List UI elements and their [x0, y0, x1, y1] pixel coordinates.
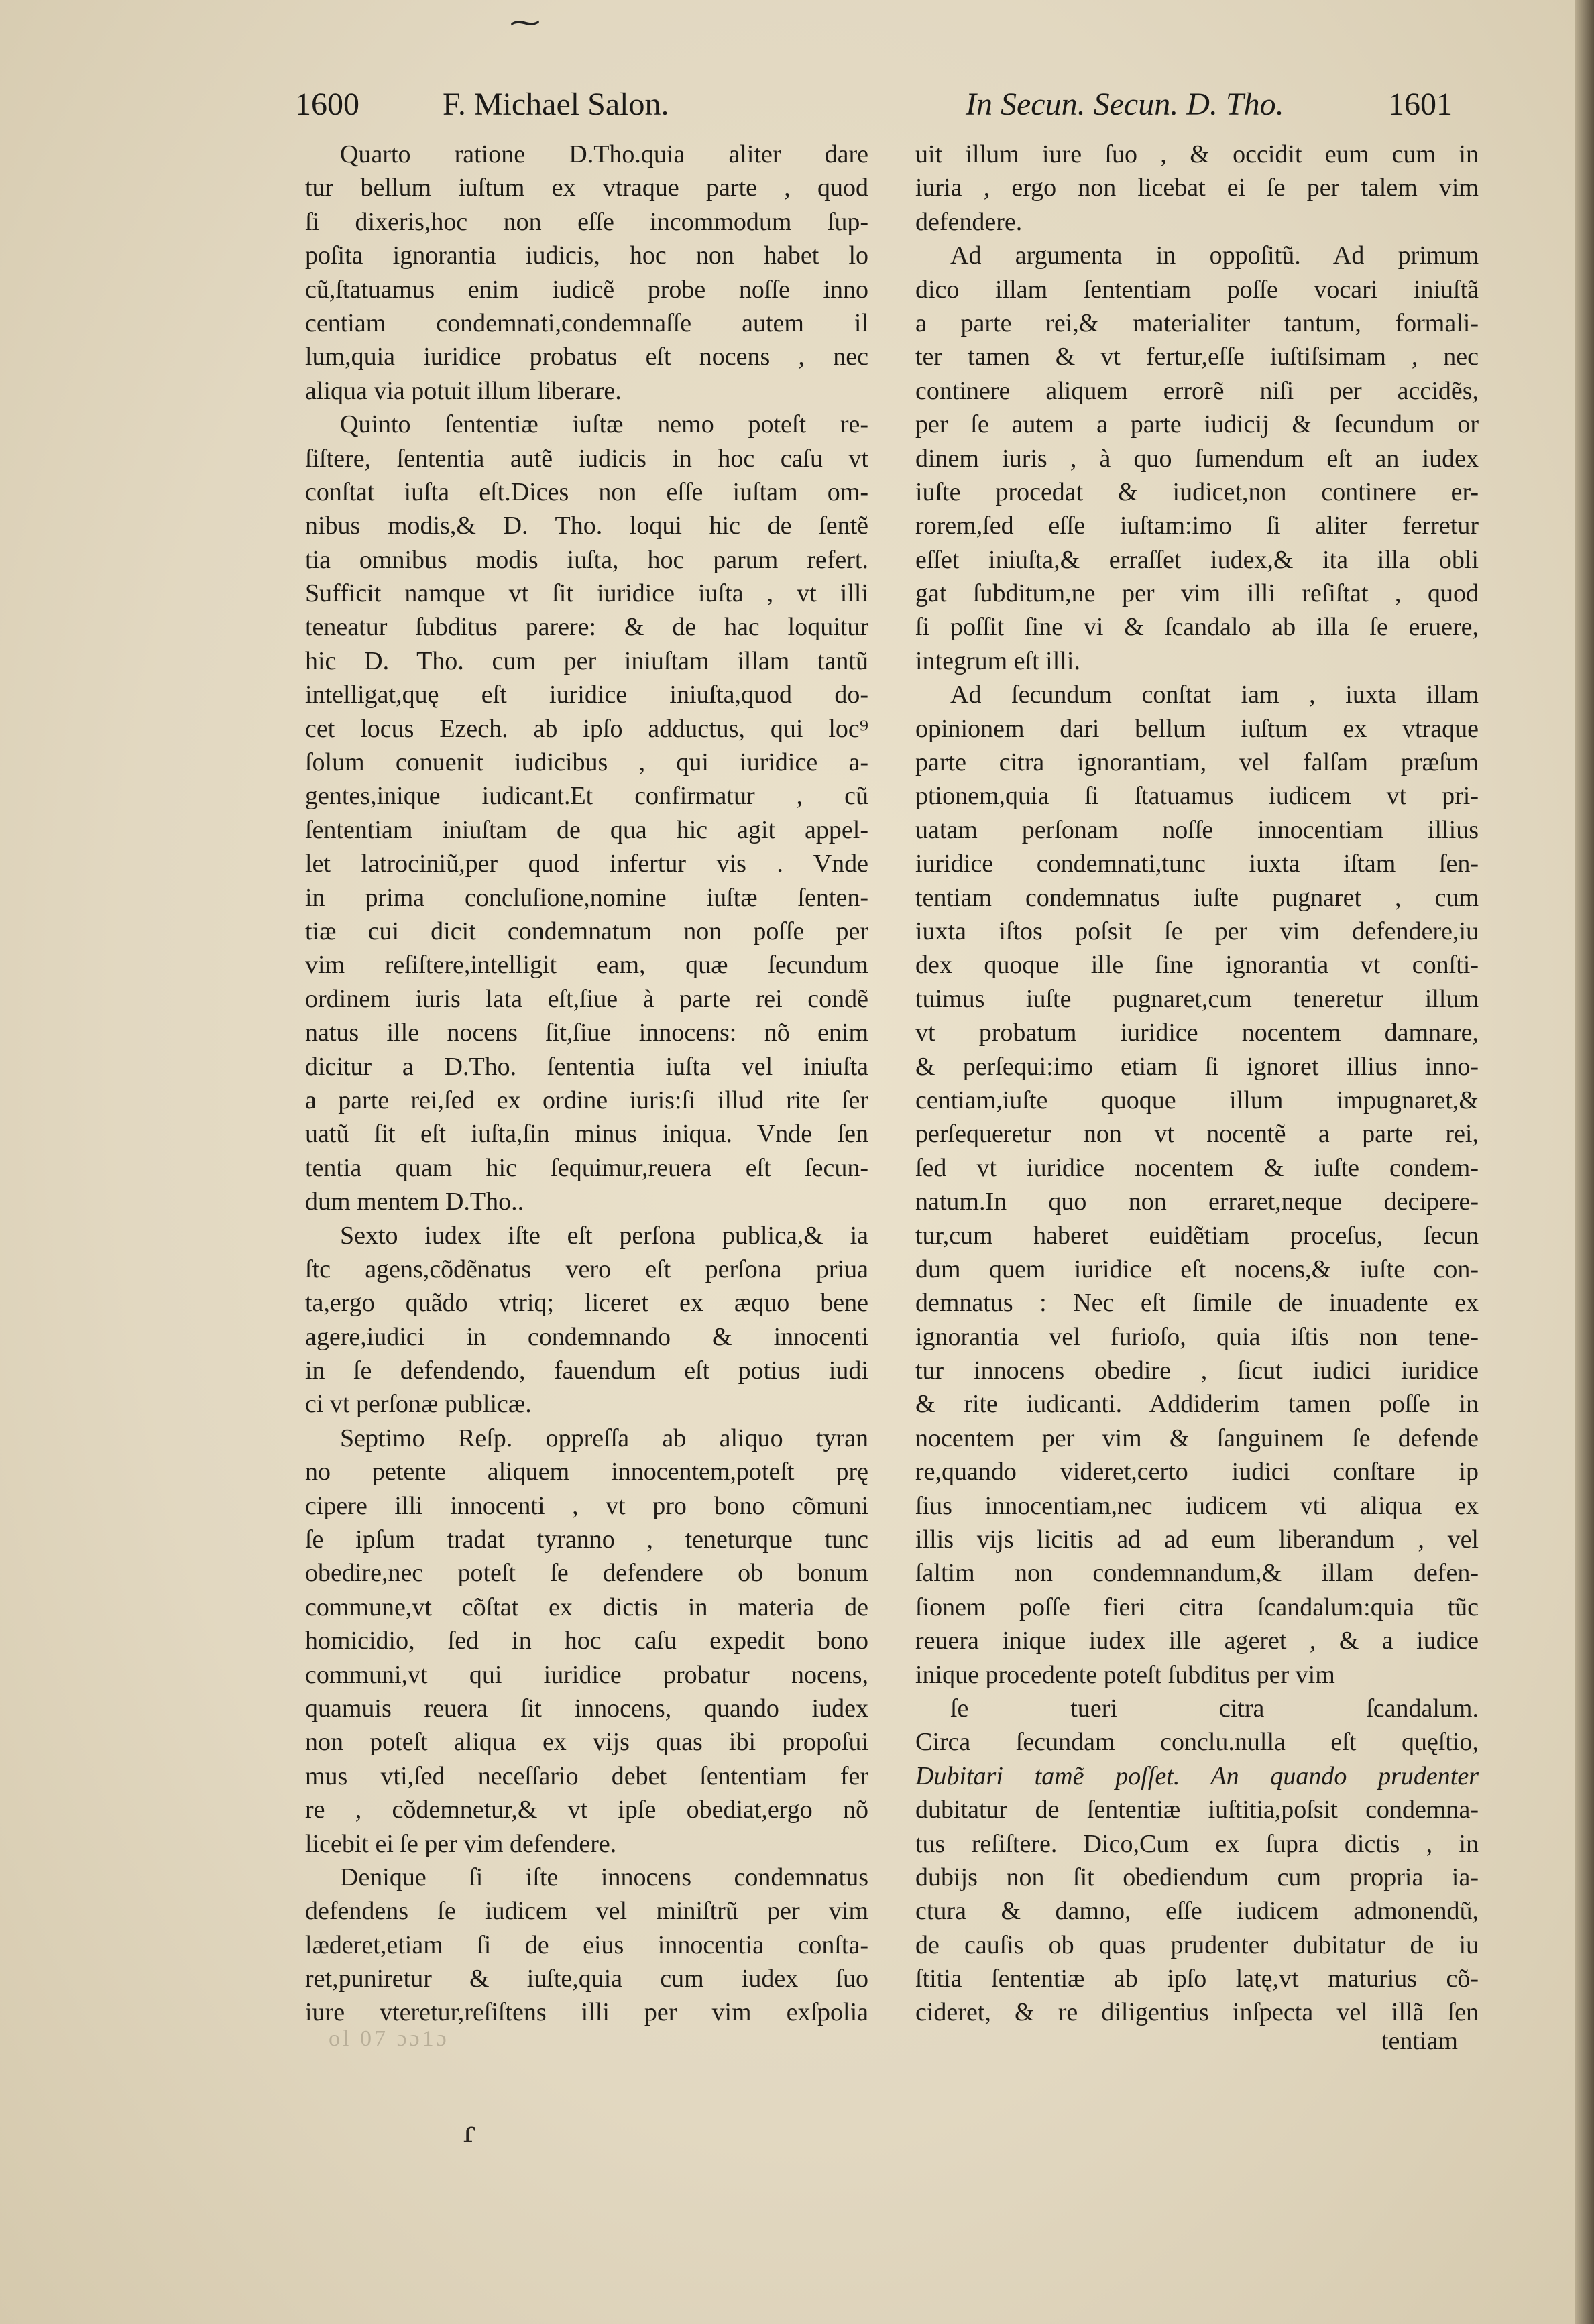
text-line: per ſe autem a parte iudicij & ſecundum or	[915, 410, 1479, 439]
text-line: centiam,iuſte quoque illum impugnaret,&	[915, 1086, 1479, 1114]
text-line: gentes,inique iudicant.Et confirmatur , cũ	[305, 782, 868, 811]
text-line: ſententiam iniuſtam de qua hic agit appel-	[305, 815, 868, 844]
text-line: Sexto iudex iſte eſt perſona publica,& ia	[340, 1221, 868, 1250]
text-line: Denique ſi iſte innocens condemnatus	[340, 1863, 868, 1892]
text-line: non poteſt aliqua ex vijs quas ibi propoſui	[305, 1728, 868, 1757]
page-edge-shadow	[1575, 0, 1594, 2324]
text-line: ſe ipſum tradat tyranno , teneturque tunc	[305, 1525, 868, 1554]
text-line: demnatus : Nec eſt ſimile de inuadente ex	[915, 1289, 1479, 1318]
text-line: ta,ergo quãdo vtriq; liceret ex æquo bene	[305, 1289, 868, 1318]
text-column-right	[915, 137, 1479, 2030]
text-line: re,quando videret,certo iudici conſtare ip	[915, 1458, 1479, 1487]
text-line: de cauſis ob quas prudenter dubitatur de iu	[915, 1930, 1479, 1959]
text-line: tus reſiſtere. Dico,Cum ex ſupra dictis , in	[915, 1829, 1479, 1858]
page-number-left: 1600	[295, 86, 359, 122]
text-line: ſtitia ſententiæ ab ipſo latę,vt maturius cõ-	[915, 1965, 1479, 1993]
text-line: tuimus iuſte pugnaret,cum teneretur illum	[915, 984, 1479, 1013]
text-line: ſiſtere, ſententia autẽ iudicis in hoc caſu vt	[305, 444, 868, 473]
text-line: communi,vt qui iuridice probatur nocens,	[305, 1660, 868, 1689]
bleed-through-text: ol 07 ɔɔ1ɔ	[329, 2026, 449, 2051]
text-line: intelligat,quę eſt iuridice iniuſta,quod do-	[305, 681, 868, 709]
text-line: læderet,etiam ſi de eius innocentia conſta-	[305, 1930, 868, 1959]
text-line: vim reſiſtere,intelligit eam, quæ ſecundum	[305, 951, 868, 980]
text-line: centiam condemnati,condemnaſſe autem il	[305, 308, 868, 337]
text-line: uatũ ſit eſt iuſta,ſin minus iniqua. Vnde ſen	[305, 1120, 868, 1149]
catchword: tentiam	[1381, 2027, 1458, 2055]
text-line: Ad argumenta in oppoſitũ. Ad primum	[950, 241, 1479, 270]
running-head-left: F. Michael Salon.	[443, 86, 669, 122]
text-line: poſita ignorantia iudicis, hoc non habet lo	[305, 241, 868, 270]
text-line: commune,vt cõſtat ex dictis in materia de	[305, 1592, 868, 1621]
text-line: rorem,ſed eſſe iuſtam:imo ſi aliter ferretur	[915, 512, 1479, 540]
text-line: & perſequi:imo etiam ſi ignoret illius inno-	[915, 1052, 1479, 1081]
text-line: ſionem poſſe fieri citra ſcandalum:quia tũc	[915, 1592, 1479, 1621]
text-line: nibus modis,& D. Tho. loqui hic de ſentẽ	[305, 512, 868, 540]
text-line: ſolum conuenit iudicibus , qui iuridice a-	[305, 748, 868, 777]
text-line: cũ,ſtatuamus enim iudicẽ probe noſſe inno	[305, 275, 868, 304]
text-line: iuridice condemnati,tunc iuxta iſtam ſen-	[915, 850, 1479, 878]
text-line: iuria , ergo non licebat ei ſe per talem vim	[915, 174, 1479, 202]
text-line: cipere illi innocenti , vt pro bono cõmuni	[305, 1491, 868, 1520]
text-line: Dubitari tamẽ poſſet. An quando prudenter	[915, 1761, 1479, 1790]
text-line: reuera inique iudex ille ageret , & a iudice	[915, 1627, 1479, 1655]
text-line: continere aliquem errorẽ niſi per accidẽs,	[915, 376, 1479, 405]
text-line: integrum eſt illi.	[915, 646, 1080, 675]
text-line: dum quem iuridice eſt nocens,& iuſte con-	[915, 1255, 1479, 1283]
text-line: perſequeretur non vt nocentẽ a parte rei,	[915, 1120, 1479, 1149]
text-line: in prima concluſione,nomine iuſtæ ſenten-	[305, 883, 868, 912]
text-line: vt probatum iuridice nocentem damnare,	[915, 1019, 1479, 1047]
text-line: tur,cum haberet euidẽtiam proceſus, ſecun	[915, 1221, 1479, 1250]
text-line: ſaltim non condemnandum,& illam defen-	[915, 1559, 1479, 1588]
text-line: no petente aliquem innocentem,poteſt prę	[305, 1458, 868, 1487]
text-line: obedire,nec poteſt ſe defendere ob bonum	[305, 1559, 868, 1588]
text-line: Quarto ratione D.Tho.quia aliter dare	[340, 140, 868, 168]
text-line: ſius innocentiam,nec iudicem vti aliqua ex	[915, 1491, 1479, 1520]
text-line: Quinto ſententiæ iuſtæ nemo poteſt re-	[340, 410, 868, 439]
text-line: & rite iudicanti. Addiderim tamen poſſe in	[915, 1390, 1479, 1419]
ink-mark-bottom: ɾ	[463, 2115, 476, 2150]
text-line: ſi dixeris,hoc non eſſe incommodum ſup-	[305, 207, 868, 236]
text-line: uatam perſonam noſſe innocentiam illius	[915, 815, 1479, 844]
text-line: iure vteretur,reſiſtens illi per vim exſpolia	[305, 1998, 868, 2027]
text-line: let latrociniũ,per quod infertur vis . Vnde	[305, 850, 868, 878]
text-line: ſtc agens,cõdẽnatus vero eſt perſona priua	[305, 1255, 868, 1283]
text-line: Ad ſecundum conſtat iam , iuxta illam	[950, 681, 1479, 709]
text-line: licebit ei ſe per vim defendere.	[305, 1829, 617, 1858]
text-line: uit illum iure ſuo , & occidit eum cum in	[915, 140, 1479, 168]
text-line: tur bellum iuſtum ex vtraque parte , quod	[305, 174, 868, 202]
text-line: ci vt perſonæ publicæ.	[305, 1390, 532, 1419]
text-line: ret,puniretur & iuſte,quia cum iudex ſuo	[305, 1965, 868, 1993]
text-line: agere,iudici in condemnando & innocenti	[305, 1322, 868, 1351]
text-line: homicidio, ſed in hoc caſu expedit bono	[305, 1627, 868, 1655]
text-line: dicitur a D.Tho. ſententia iuſta vel iniuſta	[305, 1052, 868, 1081]
text-line: ſi poſſit ſine vi & ſcandalo ab illa ſe eruere,	[915, 613, 1479, 642]
text-line: ctura & damno, eſſe iudicem admonendũ,	[915, 1897, 1479, 1926]
text-line: tentia quam hic ſequimur,reuera eſt ſecun-	[305, 1153, 868, 1182]
text-line: dinem iuris , à quo ſumendum eſt an iudex	[915, 444, 1479, 473]
text-line: illis vijs licitis ad ad eum liberandum , vel	[915, 1525, 1479, 1554]
text-line: gat ſubditum,ne per vim illi reſiſtat , quod	[915, 579, 1479, 608]
text-line: tur innocens obedire , ſicut iudici iuridice	[915, 1356, 1479, 1385]
text-line: cet locus Ezech. ab ipſo adductus, qui loc⁹	[305, 714, 868, 743]
text-line: a parte rei,ſed ex ordine iuris:ſi illud rite ſer	[305, 1086, 868, 1114]
text-line: cideret, & re diligentius inſpecta vel illã ſen	[915, 1998, 1479, 2027]
text-line: opinionem dari bellum iuſtum ex vtraque	[915, 714, 1479, 743]
text-line: quamuis reuera ſit innocens, quando iudex	[305, 1694, 868, 1723]
text-line: Sufficit namque vt ſit iuridice iuſta , vt illi	[305, 579, 868, 608]
text-line: lum,quia iuridice probatus eſt nocens , nec	[305, 343, 868, 371]
page-number-right: 1601	[1388, 86, 1453, 122]
text-line: in ſe defendendo, fauendum eſt potius iudi	[305, 1356, 868, 1385]
text-line: mus vti,ſed neceſſario debet ſententiam fer	[305, 1761, 868, 1790]
text-line: hic D. Tho. cum per iniuſtam illam tantũ	[305, 646, 868, 675]
text-line: tiæ cui dicit condemnatum non poſſe per	[305, 917, 868, 945]
text-line: ptionem,quia ſi ſtatuamus iudicem vt pri-	[915, 782, 1479, 811]
text-line: iuxta iſtos poſsit ſe per vim defendere,iu	[915, 917, 1479, 945]
text-line: nocentem per vim & ſanguinem ſe defende	[915, 1424, 1479, 1452]
text-line: a parte rei,& materialiter tantum, formali-	[915, 308, 1479, 337]
text-line: conſtat iuſta eſt.Dices non eſſe iuſtam om-	[305, 477, 868, 506]
text-line: natum.In quo non erraret,neque decipere-	[915, 1187, 1479, 1216]
text-line: ſe tueri citra ſcandalum.	[950, 1694, 1479, 1723]
text-line: defendens ſe iudicem vel miniſtrũ per vim	[305, 1897, 868, 1926]
text-line: dubijs non ſit obediendum cum propria ia-	[915, 1863, 1479, 1892]
text-line: inique procedente poteſt ſubditus per vim	[915, 1660, 1335, 1689]
text-line: aliqua via potuit illum liberare.	[305, 376, 622, 405]
text-line: eſſet iniuſta,& erraſſet iudex,& ita illa obli	[915, 545, 1479, 574]
text-line: dubitatur de ſententiæ iuſtitia,poſsit condemna-	[915, 1796, 1479, 1824]
text-line: parte citra ignorantiam, vel falſam præſum	[915, 748, 1479, 777]
text-line: natus ille nocens ſit,ſiue innocens: nõ enim	[305, 1019, 868, 1047]
text-column-left	[305, 137, 868, 2030]
text-line: tentiam condemnatus iuſte pugnaret , cum	[915, 883, 1479, 912]
text-line: ter tamen & vt fertur,eſſe iuſtiſsimam , nec	[915, 343, 1479, 371]
running-head-right: In Secun. Secun. D. Tho.	[966, 86, 1284, 122]
ink-mark-top: ⁓	[510, 4, 540, 40]
text-line: tia omnibus modis iuſta, hoc parum refert.	[305, 545, 868, 574]
text-line: ignorantia vel furioſo, quia iſtis non tene-	[915, 1322, 1479, 1351]
text-line: dum mentem D.Tho..	[305, 1187, 524, 1216]
text-line: ordinem iuris lata eſt,ſiue à parte rei condẽ	[305, 984, 868, 1013]
text-line: defendere.	[915, 207, 1023, 236]
text-line: Septimo Reſp. oppreſſa ab aliquo tyran	[340, 1424, 868, 1452]
text-line: dico illam ſententiam poſſe vocari iniuſtã	[915, 275, 1479, 304]
text-line: re , cõdemnetur,& vt ipſe obediat,ergo nõ	[305, 1796, 868, 1824]
text-line: dex quoque ille ſine ignorantia vt conſti-	[915, 951, 1479, 980]
text-line: teneatur ſubditus parere: & de hac loquitur	[305, 613, 868, 642]
text-line: ſed vt iuridice nocentem & iuſte condem-	[915, 1153, 1479, 1182]
text-line: Circa ſecundam conclu.nulla eſt quęſtio,	[915, 1728, 1479, 1757]
text-line: iuſte procedat & iudicet,non continere er-	[915, 477, 1479, 506]
